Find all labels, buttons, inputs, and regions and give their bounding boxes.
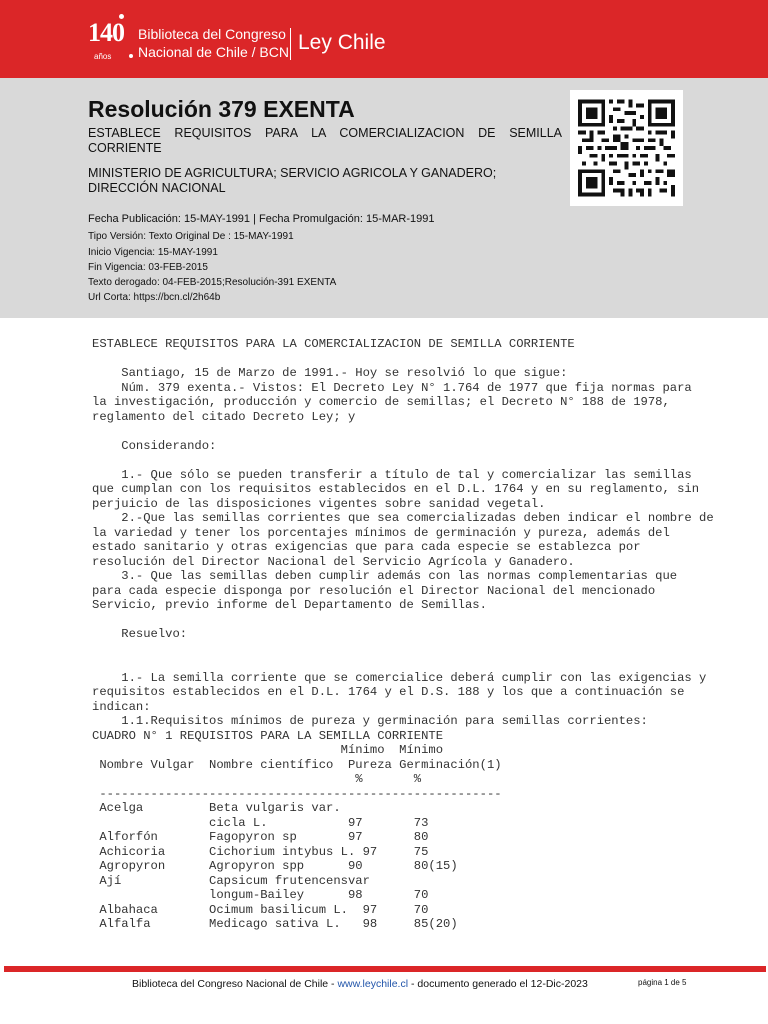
footer-suffix: - documento generado el 12-Dic-2023 [408,978,588,990]
document-title: Resolución 379 EXENTA [88,96,355,122]
footer-rule [4,966,766,972]
meta-fecha-publicacion: Fecha Publicación: 15-MAY-1991 | Fecha Promulgación: 15-MAR-1991 [88,213,435,225]
logo-years-number: 140 [88,18,124,47]
qr-code-icon [578,99,675,197]
logo-years-label: años [94,52,112,61]
qr-code [570,90,683,206]
bcn-logo[interactable] [86,14,386,64]
page-footer [0,978,768,992]
meta-url-corta: Url Corta: https://bcn.cl/2h64b [88,292,221,303]
document-body-text: ESTABLECE REQUISITOS PARA LA COMERCIALIZACION DE SEMILLA CORRIENTE Santiago, 15 de Marzo de 1991.- Hoy se resolvió lo que sigue: Núm. 379 exenta.- Vistos: El Decreto Ley N° 1.764 de 1977 que fija normas para la investigación, producción y comercio de semillas; el Decreto N° 188 de 1978, reglamento del citado Decreto Ley; y Considerando: 1.- Que sólo se pueden transferir a título de tal y comercializar las semillas que cumplan con los requisitos establecidos en el D.L. 1764 y en su reglamento, sin perjuicio de las disposiciones vigentes sobre sanidad vegetal. 2.-Que las semillas corrientes que sea comercializadas deben indicar el nombre de la variedad y tener los porcentajes mínimos de germinación y pureza, además del estado sanitario y otras exigencias que para cada especie se establezca por resolución del Director Nacional del Servicio Agrícola y Ganadero. 3.- Que las semillas deben cumplir además con las normas complementarias que para cada especie disponga por resolución el Director Nacional del mencionado Servicio, previo informe del Departamento de Semillas. Resuelvo: 1.- La semilla corriente que se comercialice deberá cumplir con las exigencias y requisitos establecidos en el D.L. 1764 y el D.S. 188 y los que a continuación se indican: 1.1.Requisitos mínimos de pureza y germinación para semillas corrientes: CUADRO N° 1 REQUISITOS PARA LA SEMILLA CORRIENTE Mínimo Mínimo Nombre Vulgar Nombre científico Pureza Germinación(1) % % ------------------------------------------------------- Acelga Beta vulgaris var. cicla L. 97 73 Alforfón Fagopyron sp 97 80 Achicoria Cichorium intybus L. 97 75 Agropyron Agropyron spp 90 80(15) Ají Capsicum frutencensvar longum-Bailey 98 70 Albahaca Ocimum basilicum L. 97 70 Alfalfa Medicago sativa L. 98 85(20) [92,337,714,931]
ley-chile-brand: Ley Chile [298,31,386,54]
meta-tipo-version: Tipo Versión: Texto Original De : 15-MAY-1991 [88,231,294,242]
leychile-link[interactable]: www.leychile.cl [337,978,409,990]
library-name-line1: Biblioteca del Congreso [138,26,286,42]
library-name-line2: Nacional de Chile / BCN [138,44,289,60]
issuing-organism: MINISTERIO DE AGRICULTURA; SERVICIO AGRICOLA Y GANADERO; DIRECCIÓN NACIONAL [88,166,497,195]
footer-text [132,978,588,990]
logo-divider [290,28,291,60]
meta-inicio-vigencia: Inicio Vigencia: 15-MAY-1991 [88,247,218,258]
document-subtitle: ESTABLECE REQUISITOS PARA LA COMERCIALIZACION DE SEMILLA CORRIENTE [88,126,562,155]
page-number: página 1 de 5 [638,978,687,987]
logo-dot-icon [129,54,133,58]
meta-texto-derogado: Texto derogado: 04-FEB-2015;Resolución-391 EXENTA [88,277,337,288]
meta-fin-vigencia: Fin Vigencia: 03-FEB-2015 [88,262,208,273]
footer-prefix: Biblioteca del Congreso Nacional de Chile - [132,978,338,990]
